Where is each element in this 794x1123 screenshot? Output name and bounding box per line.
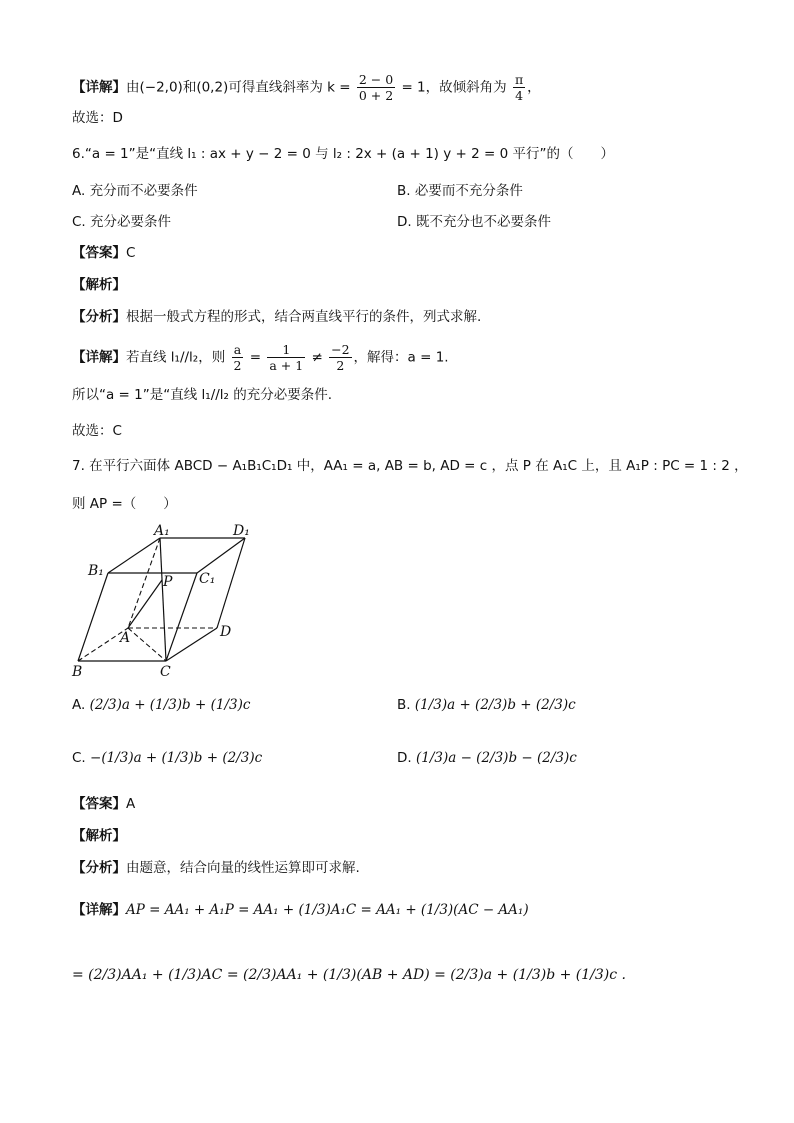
fraction-1-a1: $\frac{1}{a + 1}$ [269,342,304,373]
q6-answer: 【答案】C [72,245,136,261]
label-c1: C₁ [199,571,216,587]
q6-choose: 故选：C [72,423,122,439]
q7-fenxi: 【分析】由题意，结合向量的线性运算即可求解. [72,860,360,876]
q6-stem: 6.“a = 1”是“直线 l₁ : ax + y − 2 = 0 与 l₂ : 2x + (a + 1) y + 2 = 0 平行”的（ ） [72,146,614,162]
q7-stem-line1: 7. 在平行六面体 ABCD − A₁B₁C₁D₁ 中，AA₁ = a, AB = b, AD = c ，点 P 在 A₁C 上，且 A₁P : PC = 1 : 2 ， [72,458,748,474]
q7-eq-line1: AP = AA₁ + A₁P = AA₁ + (1/3)A₁C = AA₁ + (1/3)(AC − AA₁) [126,902,529,918]
label-c: C [160,664,171,680]
label-p: P [163,574,173,590]
q7-option-c: C. −(1/3)a + (1/3)b + (2/3)c [72,750,263,766]
label-a1: A₁ [154,523,170,539]
q7-analysis-tag: 【解析】 [72,828,126,844]
label-a: A [120,630,131,646]
q6-option-c: C. 充分必要条件 [72,214,172,230]
label-b1: B₁ [88,563,104,579]
detail-line-slope: 【详解】由(−2,0)和(0,2)可得直线斜率为 k = $\frac{2 - 0}{0 + 2}$ = 1，故倾斜角为 $\frac{\pi}{4}$ ， [72,72,541,103]
q6-option-a: A. 充分而不必要条件 [72,183,198,199]
label-b: B [72,664,83,680]
slope-text-a: 由(−2,0)和(0,2)可得直线斜率为 k = [126,79,351,96]
q7-stem-line2: 则 AP =（ ） [72,496,177,512]
q7-option-d: D. (1/3)a − (2/3)b − (2/3)c [397,750,577,766]
slope-fraction: $\frac{2 - 0}{0 + 2}$ [358,72,394,103]
q6-option-b: B. 必要而不充分条件 [397,183,523,199]
q7-xiangjie: 【详解】AP = AA₁ + A₁P = AA₁ + (1/3)A₁C = AA₁ + (1/3)(AC − AA₁) [72,902,529,918]
label-d1: D₁ [233,523,250,539]
q7-answer: 【答案】A [72,796,136,812]
q7-option-b: B. (1/3)a + (2/3)b + (2/3)c [397,697,576,713]
choose-d: 故选：D [72,110,123,126]
fraction-a-2: $\frac{a}{2}$ [233,342,242,373]
parallelepiped-figure [70,522,270,682]
q6-conclusion: 所以“a = 1”是“直线 l₁//l₂ 的充分必要条件. [72,387,333,403]
q7-eq-line2: = (2/3)AA₁ + (1/3)AC = (2/3)AA₁ + (1/3)(AB + AD) = (2/3)a + (1/3)b + (1/3)c . [72,967,626,983]
q6-xiangjie: 【详解】若直线 l₁//l₂，则 $\frac{a}{2}$ = $\frac{1}{a + 1}$ ≠ $\frac{-2}{2}$ ，解得：a = 1. [72,342,449,373]
label-d: D [220,624,232,640]
q6-option-d: D. 既不充分也不必要条件 [397,214,551,230]
fraction-neg2-2: $\frac{-2}{2}$ [331,342,350,373]
detail-tag: 【详解】 [72,79,126,96]
slope-text-b: = 1，故倾斜角为 [401,79,507,96]
q7-option-a: A. (2/3)a + (1/3)b + (1/3)c [72,697,251,713]
q6-fenxi: 【分析】根据一般式方程的形式，结合两直线平行的条件，列式求解. [72,309,482,325]
q6-analysis-tag: 【解析】 [72,277,126,293]
angle-fraction: $\frac{\pi}{4}$ [514,72,524,103]
